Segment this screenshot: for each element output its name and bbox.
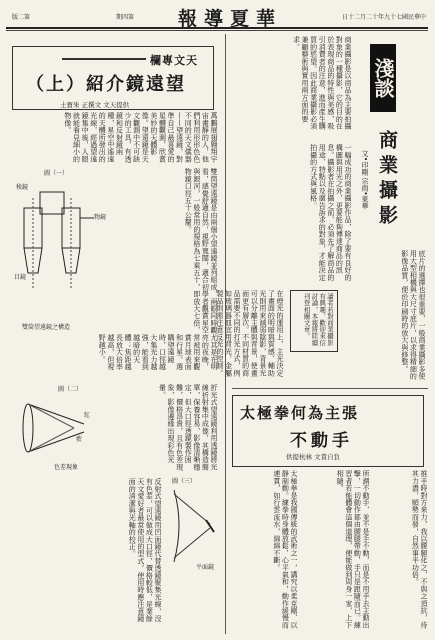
column-logo: 淺談	[370, 44, 396, 112]
reflector-drawing	[166, 484, 218, 570]
taiji-body-3: 推手時對方來力，我以腰腿化之，不與之頂抗，待其力盡，順勢而發，自然事半功倍。	[411, 470, 428, 629]
publication-date: 日十二月二十年九十七國民華中	[341, 14, 426, 21]
taiji-headline: 太極拳何為主張	[240, 404, 360, 422]
business-body-film: 底片的選擇也很重要，一般商業攝影多使用大型相機與大尺寸底片，以求得精細的影像品質，便於印刷時的放大與修整。	[400, 250, 426, 380]
telescope-headline: （上）紹介鏡遠望	[26, 74, 186, 95]
blue-label: 藍	[76, 436, 83, 443]
section-divider	[232, 388, 428, 389]
telescope-body-reflector: 反射式望遠鏡用凹面鏡代替透鏡聚集光線，沒有色差，可以做成大口徑，價格較低，是業餘天文愛好者最常使用的型式。使用時應注意鏡面的清潔與光軸的校正。	[128, 478, 162, 622]
issue-label: 期四第	[116, 14, 135, 21]
reader-note: 讀者若對商業攝影有興趣，歡迎來信討論，本報將陸續刊登相關文章。	[302, 293, 334, 346]
telescope-body-intro: 萬鵬展翅翱翔宇宙畫靜的人，他們利用形形色色不同的天文儀器——望遠鏡，對準自己最喜愛的星體觀測，欣賞美妙的天體影像。望遠鏡是天文觀測中不可缺少的工具，有透鏡和反射鏡兩種，星空中遙遠的天體所發出的光線，經過望遠鏡集中後，人眼就能看見細小的物像。	[63, 112, 218, 163]
business-byline: 文•印剛 宗雨•東華	[361, 150, 369, 210]
figure-1-label: 圖（一）	[44, 170, 69, 177]
telescope-body-refractor: 折光式望遠鏡利用透鏡將光線折射集中成像，其構造簡單，保養容易，影像清晰穩定，但大口徑透鏡製作困難，價格昂貴，且有色差現象，影像邊緣出現彩色光暈。	[158, 384, 218, 471]
telescope-body-selection: 尤其是在明亮的夜晚，常被用來觀賞月球表面和行星。選購望遠鏡時，口徑越大集光力越強，能看到越暗的天體；焦距越長放大倍率越高，但視野越小。	[98, 334, 218, 370]
telescope-byline: 土寶朱 正撰文 文天提供	[60, 101, 130, 109]
chromatic-aberration-diagram	[14, 384, 98, 474]
figure-2-label: 圖（二）	[58, 386, 83, 393]
business-body-lighting: 在燈光的運用上，主光決定了畫面的明暗與質感，輔助光則用來減弱陰影，背景光可以分離主體與背景，使畫面更有層次。不同材質的商品需要不同的打光方式，例如玻璃器皿宜用背光，金屬製品則需注意反光的控制。	[215, 290, 284, 377]
business-body-approach: 一幅成功的商業攝影作品，除了要有良好的構圖與用光之外，更要能夠傳達商品的訊息。攝影者在拍攝之前，必須先了解商品的用途、特點以及廣告訴求的對象，才能決定拍攝的方式與風格。	[309, 144, 352, 281]
eyepiece-label: 目鏡	[14, 274, 27, 281]
business-body-intro: 商業攝影是以商品為主要拍攝對象的一種攝影，它的目的在於表現商品的特性與美感，吸引消費者的注意，進而產生購買的慾望。因此商業攝影必須兼顧藝術與實用兩方面的要求。	[292, 36, 352, 130]
red-label: 紅	[84, 412, 91, 419]
masthead-rule-thin	[6, 30, 428, 31]
figure-3-label: 圖（三）	[172, 478, 197, 485]
binocular-drawing	[14, 178, 114, 318]
figure-1-caption: 雙筒望遠鏡之構造	[22, 324, 71, 331]
article-lead-strip	[150, 36, 218, 46]
binocular-diagram	[14, 168, 114, 318]
page-number-label: 版二第	[12, 14, 31, 21]
taiji-body-1: 太極拳是我國傳統的武術之一，講究以柔克剛、以靜制動。練拳時身體放鬆，心平氣和，動作緩慢而連貫，如行雲流水，綿綿不斷。	[272, 470, 298, 629]
column-kicker: 欄專文天	[150, 54, 198, 67]
reflector-diagram	[166, 476, 218, 576]
taiji-byline: 供提杭林 文責自負	[286, 453, 341, 461]
kicker-rule	[62, 58, 146, 60]
telescope-body-binoculars: 雙筒望遠鏡是由兩個小望遠鏡並列組成，兩眼同時觀看，感覺舒適自然，視野寬闊，適合初學者觀賞星空與銀河，一般常用的規格為七乘五十，即放大七倍，物鏡口徑五十公釐。	[184, 168, 218, 334]
masthead-rule	[6, 27, 428, 29]
figure-2-caption: 色差現象	[54, 464, 79, 471]
taiji-subheadline: 不動手	[290, 431, 353, 451]
figure-3-caption: 平面鏡	[196, 564, 215, 571]
prism-label: 稜鏡	[16, 184, 29, 191]
objective-lens-label: 物鏡	[94, 214, 107, 221]
newspaper-title: 報導夏華	[178, 8, 283, 30]
business-headline: 商業攝影	[376, 130, 398, 230]
taiji-body-2: 所謂不動手，並不是手不動，而是不用手去主動出擊，一切動作都由腰腿帶動，手只是跟隨而已。練習者若能體會這個道理，便能做到周身一家，上下相隨。	[336, 470, 370, 629]
masthead	[8, 4, 428, 28]
aberration-drawing	[14, 392, 98, 472]
